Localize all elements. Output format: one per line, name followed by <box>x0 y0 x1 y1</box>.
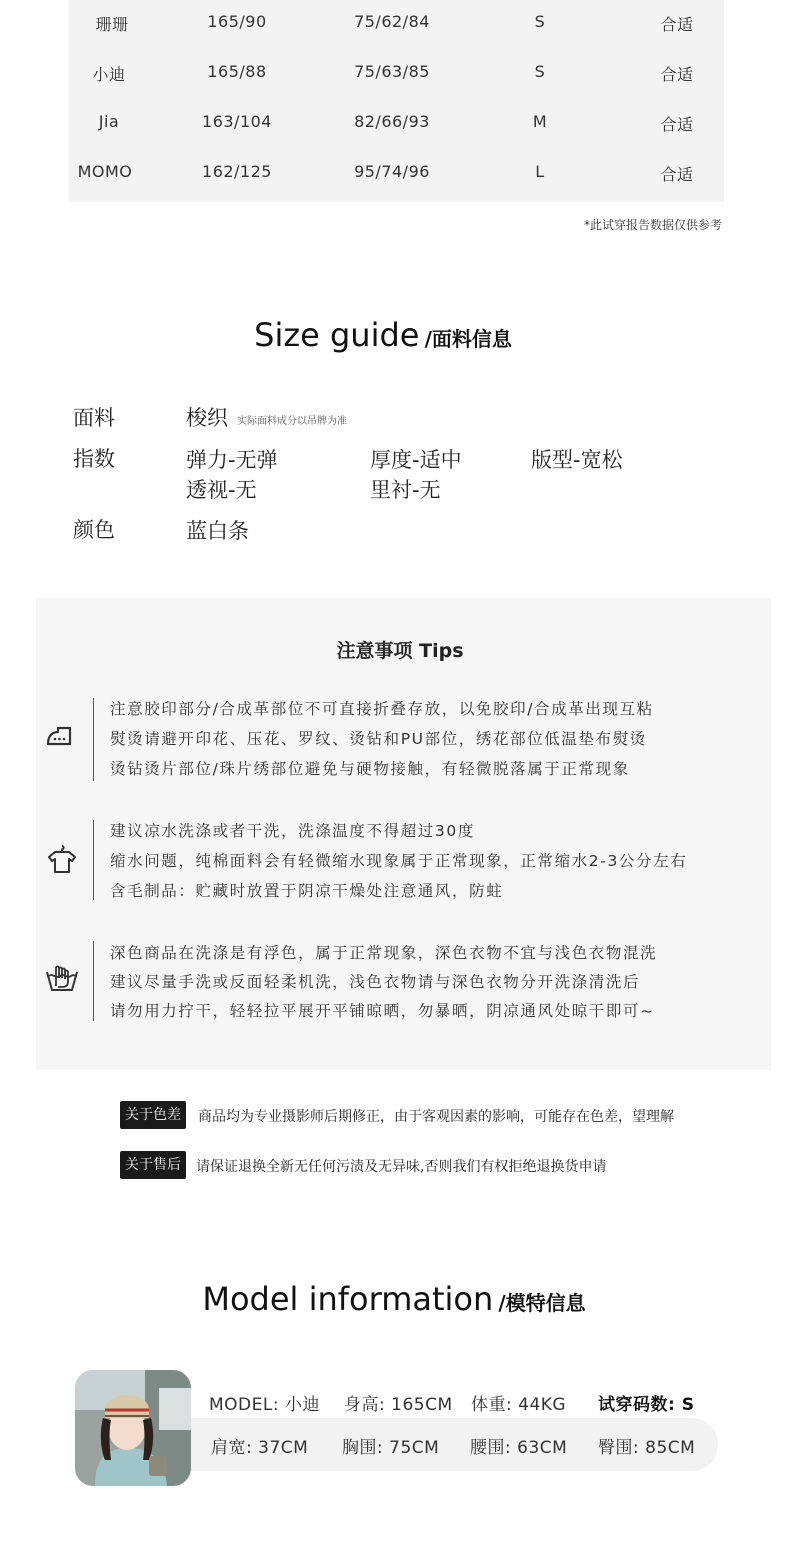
table-row <box>69 12 724 42</box>
measurements: 75/62/84 <box>354 12 430 31</box>
tip-line: 注意胶印部分/合成革部位不可直接折叠存放，以免胶印/合成革出现互粘 <box>110 700 654 718</box>
size: S <box>534 62 546 81</box>
fabric-label: 面料 <box>73 406 115 430</box>
height-weight: 163/104 <box>202 112 272 131</box>
model-try-size: 试穿码数: S <box>598 1395 695 1415</box>
fit-report-table <box>69 0 724 202</box>
after-sales-tag: 关于售后 <box>120 1151 186 1179</box>
color-label: 颜色 <box>73 518 115 542</box>
size: S <box>534 12 546 31</box>
color-difference-tag: 关于色差 <box>120 1101 186 1129</box>
fabric-value: 梭织 <box>186 406 228 430</box>
model-shoulder: 肩宽: 37CM <box>211 1438 309 1458</box>
tester-name: 小迪 <box>92 65 126 84</box>
model-height: 身高: 165CM <box>344 1395 453 1415</box>
index-stretch: 弹力-无弹 <box>186 448 278 472</box>
fabric-note: 实际面料成分以吊牌为准 <box>237 416 347 427</box>
model-hip: 臀围: 85CM <box>598 1438 696 1458</box>
tip-line: 缩水问题，纯棉面料会有轻微缩水现象属于正常现象，正常缩水2-3公分左右 <box>110 852 688 870</box>
tip-line: 含毛制品：贮藏时放置于阴凉干燥处注意通风，防蛀 <box>110 882 504 900</box>
model-waist: 腰围: 63CM <box>470 1438 568 1458</box>
tip-line: 建议凉水洗涤或者干洗，洗涤温度不得超过30度 <box>110 822 475 840</box>
model-weight: 体重: 44KG <box>471 1395 567 1415</box>
tip-line: 请勿用力拧干，轻轻拉平展开平铺晾晒，勿暴晒，阴凉通风处晾干即可~ <box>110 1002 655 1020</box>
tip-divider <box>93 941 94 1021</box>
table-row <box>69 112 724 142</box>
tip-line: 深色商品在洗涤是有浮色，属于正常现象，深色衣物不宜与浅色衣物混洗 <box>110 944 658 962</box>
model-chest: 胸围: 75CM <box>342 1438 440 1458</box>
model-photo <box>75 1370 191 1486</box>
tester-name: 珊珊 <box>95 15 129 34</box>
measurements: 82/66/93 <box>354 112 430 131</box>
index-fit: 版型-宽松 <box>531 448 623 472</box>
size-guide-heading <box>0 316 766 354</box>
color-value: 蓝白条 <box>186 519 249 543</box>
measurements: 75/63/85 <box>354 62 430 81</box>
iron-icon <box>44 718 80 754</box>
tips-title: 注意事项 Tips <box>336 640 464 662</box>
model-info-subtitle: /模特信息 <box>498 1291 586 1315</box>
height-weight: 165/90 <box>207 12 267 31</box>
tip-divider <box>93 698 94 781</box>
size-guide-subtitle: /面料信息 <box>424 327 512 351</box>
hanging-shirt-icon <box>44 840 80 876</box>
fit-result: 合适 <box>660 15 694 34</box>
table-row <box>69 162 724 192</box>
model-info-title: Model information <box>202 1280 494 1318</box>
height-weight: 165/88 <box>207 62 267 81</box>
fit-result: 合适 <box>660 115 694 134</box>
tip-divider <box>93 820 94 900</box>
fit-result: 合适 <box>660 65 694 84</box>
model-name: MODEL: 小迪 <box>209 1395 320 1415</box>
table-row <box>69 62 724 92</box>
fit-report-note: *此试穿报告数据仅供参考 <box>583 218 722 232</box>
size: M <box>532 112 548 131</box>
index-thickness: 厚度-适中 <box>370 448 462 472</box>
size-guide-title: Size guide <box>254 316 420 354</box>
model-info-heading <box>0 1280 788 1318</box>
index-lining: 里衬-无 <box>370 478 441 502</box>
tester-name: MOMO <box>77 162 133 181</box>
measurements: 95/74/96 <box>354 162 430 181</box>
height-weight: 162/125 <box>202 162 272 181</box>
tip-line: 建议尽量手洗或反面轻柔机洗，浅色衣物请与深色衣物分开洗涤清洗后 <box>110 973 641 991</box>
size: L <box>535 162 545 181</box>
color-difference-text: 商品均为专业摄影师后期修正，由于客观因素的影响，可能存在色差，望理解 <box>198 1109 674 1125</box>
after-sales-text: 请保证退换全新无任何污渍及无异味,否则我们有权拒绝退换货申请 <box>196 1159 607 1175</box>
index-label: 指数 <box>73 447 115 471</box>
hand-wash-icon <box>44 960 80 996</box>
tester-name: Jia <box>98 112 120 131</box>
tip-line: 烫钻烫片部位/珠片绣部位避免与硬物接触，有轻微脱落属于正常现象 <box>110 760 630 778</box>
tip-line: 熨烫请避开印花、压花、罗纹、烫钻和PU部位，绣花部位低温垫布熨烫 <box>110 730 647 748</box>
fit-result: 合适 <box>660 165 694 184</box>
index-sheer: 透视-无 <box>186 478 257 502</box>
